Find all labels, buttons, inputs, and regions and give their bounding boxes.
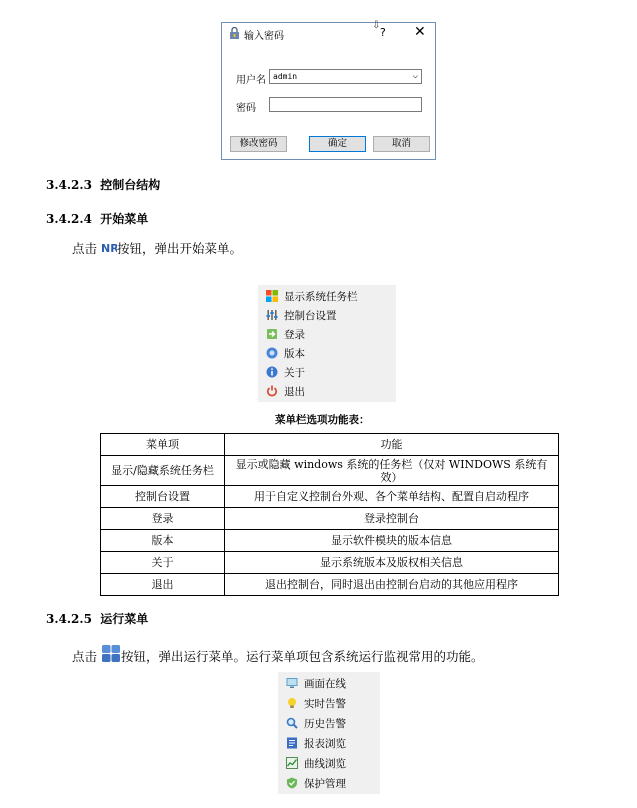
table-row	[101, 508, 559, 530]
section-title: 控制台结构	[100, 178, 161, 192]
power-icon	[266, 385, 278, 397]
section-title: 开始菜单	[100, 212, 149, 226]
menu-item-label: 历史告警	[304, 718, 346, 730]
password-input[interactable]	[269, 97, 422, 112]
table-row	[101, 530, 559, 552]
username-combobox[interactable]	[269, 69, 422, 84]
table-header: 功能	[225, 434, 559, 456]
dialog-titlebar	[222, 20, 435, 45]
table-cell: 登录控制台	[225, 508, 559, 530]
menu-item-report-browse[interactable]	[278, 734, 380, 753]
table-cell: 显示系统版本及版权相关信息	[225, 552, 559, 574]
section-heading-3425	[46, 610, 148, 627]
menu-item-label: 退出	[284, 386, 305, 398]
paragraph-text: 点击	[72, 649, 98, 664]
close-button[interactable]: ✕	[414, 24, 426, 40]
table-row	[101, 486, 559, 508]
table-cell: 关于	[101, 552, 225, 574]
run-menu-icon	[101, 645, 121, 663]
table-cell: 控制台设置	[101, 486, 225, 508]
shield-icon	[286, 777, 298, 789]
help-button[interactable]: ?	[380, 26, 386, 39]
run-menu-paragraph	[72, 645, 484, 665]
start-menu	[258, 285, 396, 402]
menu-item-label: 曲线浏览	[304, 758, 346, 770]
login-icon	[266, 328, 278, 340]
info-icon	[266, 366, 278, 378]
menu-item-show-taskbar[interactable]	[258, 287, 396, 306]
table-cell: 显示/隐藏系统任务栏	[101, 456, 225, 486]
screen-icon	[286, 677, 298, 689]
ok-button[interactable]: 确定	[309, 136, 366, 152]
table-cell: 退出	[101, 574, 225, 596]
dialog-title: 输入密码	[244, 31, 284, 42]
menu-item-version[interactable]	[258, 344, 396, 363]
password-label: 密码	[236, 103, 256, 114]
menu-item-label: 报表浏览	[304, 738, 346, 750]
windows-icon	[266, 290, 278, 302]
chevron-down-icon[interactable]: ⌵	[412, 71, 418, 81]
chart-icon	[286, 757, 298, 769]
paragraph-text: 按钮，弹出开始菜单。	[117, 241, 243, 256]
table-cell: 显示或隐藏 windows 系统的任务栏（仅对 WINDOWS 系统有效）	[225, 456, 559, 486]
paragraph-text: 按钮，弹出运行菜单。运行菜单项包含系统运行监视常用的功能。	[121, 649, 484, 664]
password-dialog	[221, 22, 436, 160]
username-label: 用户名	[236, 75, 266, 86]
menu-item-label: 画面在线	[304, 678, 346, 690]
bulb-icon	[286, 697, 298, 709]
menu-item-history-alarm[interactable]	[278, 714, 380, 733]
start-menu-paragraph	[72, 239, 242, 257]
section-heading-3424	[46, 210, 148, 227]
menu-item-label: 版本	[284, 348, 305, 360]
menu-item-label: 实时告警	[304, 698, 346, 710]
table-caption: 菜单栏选项功能表：	[275, 414, 370, 426]
change-password-button[interactable]: 修改密码	[230, 136, 287, 152]
menu-item-label: 控制台设置	[284, 310, 337, 322]
search-icon	[286, 717, 298, 729]
run-menu	[278, 672, 380, 794]
section-number: 3.4.2.5	[46, 612, 92, 626]
menu-function-table	[100, 433, 559, 596]
section-title: 运行菜单	[100, 612, 149, 626]
menu-item-protection-management[interactable]	[278, 774, 380, 793]
table-row	[101, 552, 559, 574]
table-row	[101, 574, 559, 596]
menu-item-label: 保护管理	[304, 778, 346, 790]
key-icon	[229, 27, 240, 39]
section-number: 3.4.2.3	[46, 178, 92, 192]
version-icon	[266, 347, 278, 359]
table-cell: 版本	[101, 530, 225, 552]
settings-icon	[266, 309, 278, 321]
table-row	[101, 456, 559, 486]
menu-item-realtime-alarm[interactable]	[278, 694, 380, 713]
menu-item-about[interactable]	[258, 363, 396, 382]
username-value: admin	[273, 72, 298, 81]
table-header-row	[101, 434, 559, 456]
menu-item-label: 登录	[284, 329, 305, 341]
cancel-button[interactable]: 取消	[373, 136, 430, 152]
menu-item-console-settings[interactable]	[258, 306, 396, 325]
menu-item-screen-online[interactable]	[278, 674, 380, 693]
cursor-icon: ⇩	[372, 20, 381, 31]
nr-logo-icon	[101, 241, 117, 254]
menu-item-curve-browse[interactable]	[278, 754, 380, 773]
section-heading-3423	[46, 176, 160, 193]
table-cell: 登录	[101, 508, 225, 530]
table-cell: 退出控制台，同时退出由控制台启动的其他应用程序	[225, 574, 559, 596]
report-icon	[286, 737, 298, 749]
table-cell: 用于自定义控制台外观、各个菜单结构、配置自启动程序	[225, 486, 559, 508]
paragraph-text: 点击	[72, 241, 98, 256]
menu-item-login[interactable]	[258, 325, 396, 344]
svg-text:NR: NR	[101, 242, 117, 254]
table-header: 菜单项	[101, 434, 225, 456]
table-cell: 显示软件模块的版本信息	[225, 530, 559, 552]
menu-item-label: 显示系统任务栏	[284, 291, 358, 303]
section-number: 3.4.2.4	[46, 212, 92, 226]
menu-item-label: 关于	[284, 367, 305, 379]
menu-item-exit[interactable]	[258, 382, 396, 401]
